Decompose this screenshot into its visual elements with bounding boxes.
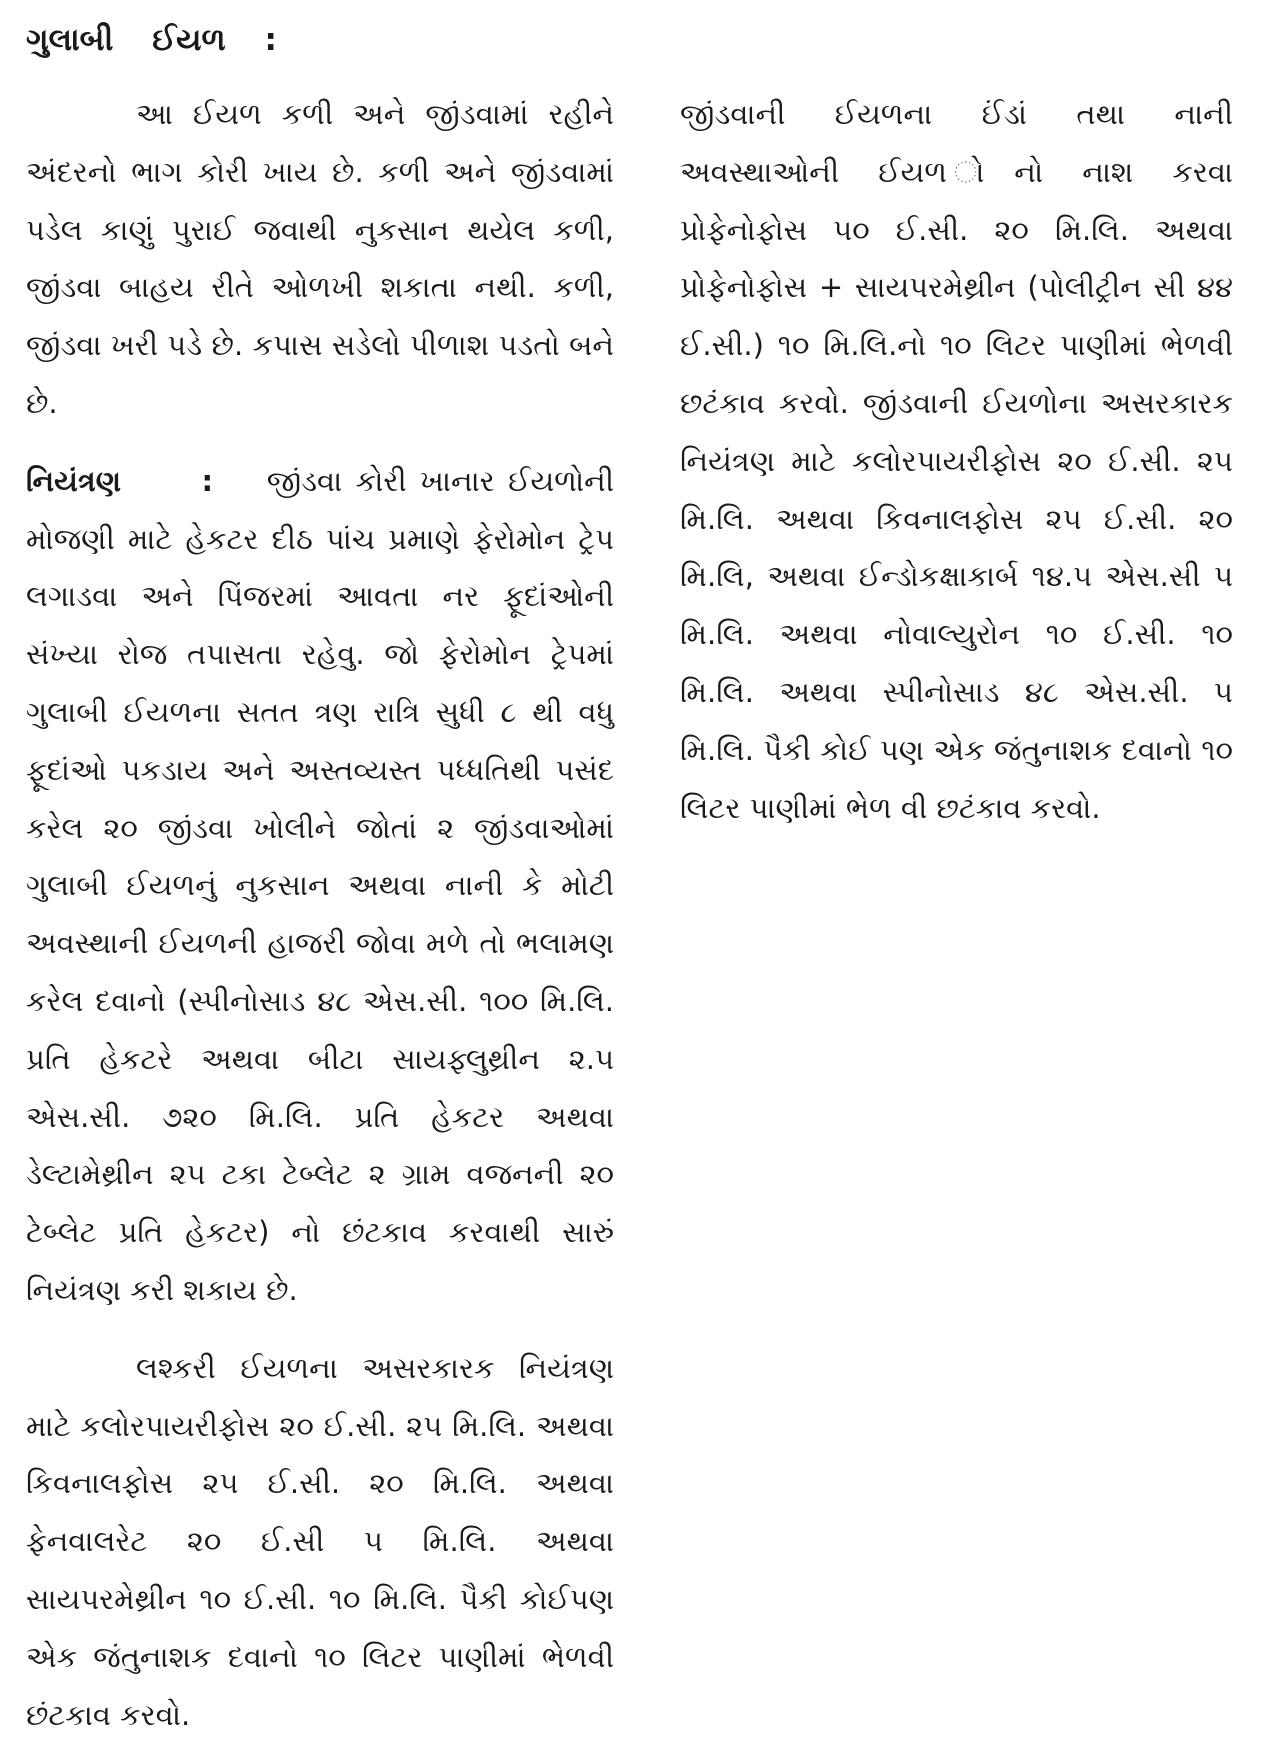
control-paragraph — [26, 453, 614, 1320]
bollworm-control-paragraph: જીંડવાની ઈયળના ઈંડાં તથા નાની અવસ્થાઓની ઈયળ ોનો નાશ કરવા પ્રોફેનોફોસ ૫૦ ઈ.સી. ૨૦ મિ.લિ. અથવા પ્રોફેનોફોસ + સાયપરમેથ્રીન (પોલીટ્રીન સી ૪૪ ઈ.સી.) ૧૦ મિ.લિ.નો ૧૦ લિટર પાણીમાં ભેળવી છટંકાવ કરવો. જીંડવાની ઈયળોના અસરકારક નિયંત્રણ માટે કલોરપાયરીફોસ ૨૦ ઈ.સી. ૨૫ મિ.લિ. અથવા કિવનાલફોસ ૨૫ ઈ.સી. ૨૦ મિ.લિ, અથવા ઈન્ડોકક્ષાકાર્બ ૧૪.૫ એસ.સી ૫ મિ.લિ. અથવા નોવાલ્યુરોન ૧૦ ઈ.સી. ૧૦ મિ.લિ. અથવા સ્પીનોસાડ ૪૮ એસ.સી. ૫ મિ.લિ. પૈકી કોઈ પણ એક જંતુનાશક દવાનો ૧૦ લિટર પાણીમાં ભેળ વી છટંકાવ કરવો. — [680, 97, 1233, 825]
control-text: જીંડવા કોરી ખાનાર ઈયળોની મોજણી માટે હેકટર દીઠ પાંચ પ્રમાણે ફેરોમોન ટ્રેપ લગાડવા અને પિંજરમાં આવતા નર ફૂદાંઓની સંખ્યા રોજ તપાસતા રહેવુ. જો ફેરોમોન ટ્રેપમાં ગુલાબી ઈયળના સતત ત્રણ રાત્રિ સુધી ૮ થી વધુ ફૂદાંઓ પકડાય અને અસ્તવ્યસ્ત પધ્ધતિથી પસંદ કરેલ ૨૦ જીંડવા ખોલીને જોતાં ૨ જીંડવાઓમાં ગુલાબી ઈયળનું નુકસાન અથવા નાની કે મોટી અવસ્થાની ઈયળની હાજરી જોવા મળે તો ભલામણ કરેલ દવાનો (સ્પીનોસાડ ૪૮ એસ.સી. ૧૦૦ મિ.લિ. પ્રતિ હેકટરે અથવા બીટા સાયફ્લુથ્રીન ૨.૫ એસ.સી. ૭૨૦ મિ.લિ. પ્રતિ હેકટર અથવા ડેલ્ટામેથ્રીન ૨૫ ટકા ટેબ્લેટ ૨ ગ્રામ વજનની ૨૦ ટેબ્લેટ પ્રતિ હેકટર) નો છંટકાવ કરવાથી સારું નિયંત્રણ કરી શકાય છે. — [26, 463, 614, 1307]
right-column — [680, 86, 1233, 837]
armyworm-control-paragraph: લશ્કરી ઈયળના અસરકારક નિયંત્રણ માટે કલોરપાયરીફોસ ૨૦ ઈ.સી. ૨૫ મિ.લિ. અથવા કિવનાલફોસ ૨૫ ઈ.સી. ૨૦ મિ.લિ. અથવા ફેનવાલરેટ ૨૦ ઈ.સી ૫ મિ.લિ. અથવા સાયપરમેથ્રીન ૧૦ ઈ.સી. ૧૦ મિ.લિ. પૈકી કોઈપણ એક જંતુનાશક દવાનો ૧૦ લિટર પાણીમાં ભેળવી છંટકાવ કરવો. — [26, 1350, 614, 1732]
control-label: નિયંત્રણ — [26, 463, 122, 498]
left-column — [26, 86, 614, 1744]
section-heading: ગુલાબી ઈયળ : — [26, 22, 277, 58]
damage-description-paragraph: આ ઈયળ કળી અને જીંડવામાં રહીને અંદરનો ભાગ કોરી ખાય છે. કળી અને જીંડવામાં પડેલ કાણું પુરાઈ જવાથી નુકસાન થયેલ કળી, જીંડવા બાહય રીતે ઓળખી શકાતા નથી. કળી, જીંડવા ખરી પડે છે. કપાસ સડેલો પીળાશ પડતો બને છે. — [26, 97, 614, 420]
control-separator: : — [201, 463, 214, 498]
